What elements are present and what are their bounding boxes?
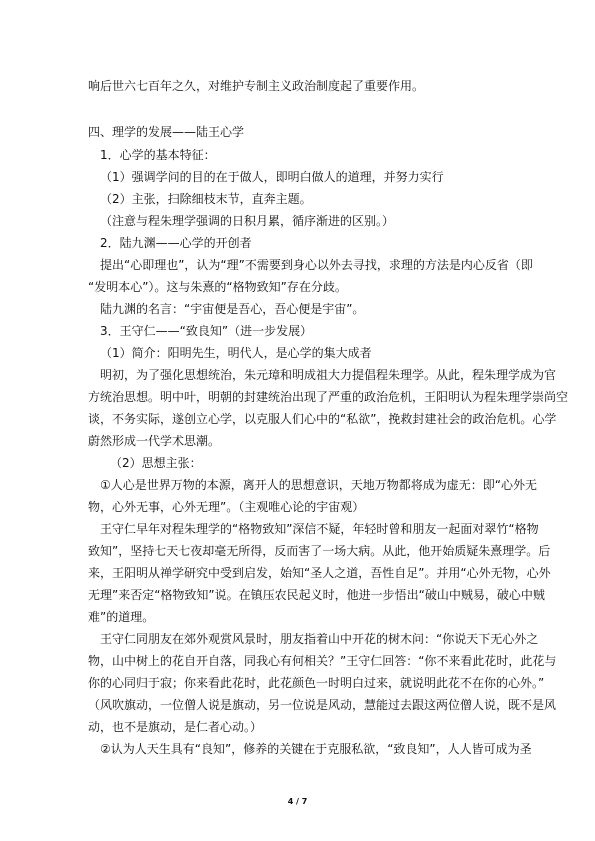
text-line: ②认为人天生具有“良知”，修养的关键在于克服私欲，“致良知”，人人皆可成为圣 xyxy=(100,742,532,756)
subsection-heading: 1．心学的基本特征： xyxy=(100,148,216,162)
page-number: 4 / 7 xyxy=(287,797,308,806)
text-line: 物，心外无事，心外无理”。（主观唯心论的宇宙观） xyxy=(88,500,365,514)
text-line: 明初，为了强化思想统治，朱元璋和明成祖大力提倡程朱理学。从此，程朱理学成为官 xyxy=(100,368,557,382)
text-line: 王守仁早年对程朱理学的“格物致知”深信不疑，年轻时曾和朋友一起面对翠竹“格物 xyxy=(100,522,539,536)
text-line: 响后世六七百年之久，对维护专制主义政治制度起了重要作用。 xyxy=(88,79,425,93)
text-line: 你的心同归于寂；你来看此花时，此花颜色一时明白过来，就说明此花不在你的心外。” xyxy=(88,676,545,690)
text-line: 物，山中树上的花自开自落，同我心有何相关？”王守仁回答：“你不来看此花时，此花与 xyxy=(88,654,557,668)
subsection-heading: （2）思想主张： xyxy=(110,456,202,470)
text-line: 方统治思想。明中叶，明朝的封建统治出现了严重的政治危机，王阳明认为程朱理学崇尚空 xyxy=(88,390,569,404)
text-line: （2）主张，扫除细枝末节，直奔主题。 xyxy=(100,192,312,206)
subsection-heading: 3．王守仁——“致良知”（进一步发展） xyxy=(100,324,313,338)
text-line: （风吹旗动，一位僧人说是旗动，另一位说是风动，慧能过去跟这两位僧人说，既不是风 xyxy=(88,698,557,712)
text-line: “发明本心”）。这与朱熹的“格物致知”存在分歧。 xyxy=(88,280,347,294)
text-line: （1）强调学问的目的在于做人，即明白做人的道理，并努力实行 xyxy=(100,170,444,184)
text-line: 蔚然形成一代学术思潮。 xyxy=(88,434,221,448)
text-line: （注意与程朱理学强调的日积月累，循序渐进的区别。） xyxy=(100,214,395,228)
text-line: 来，王阳明从禅学研究中受到启发，始知“圣人之道，吾性自足”。并用“心外无物，心外 xyxy=(88,566,551,580)
text-line: 提出“心即理也”，认为“理”不需要到身心以外去寻找，求理的方法是内心反省（即 xyxy=(100,258,533,272)
text-line: ①人心是世界万物的本源，离开人的思想意识，天地万物都将成为虚无：即“心外无 xyxy=(100,478,537,492)
text-line: 致知”，坚持七天七夜却毫无所得，反而害了一场大病。从此，他开始质疑朱熹理学。后 xyxy=(88,544,551,558)
text-line: 谈，不务实际，遂创立心学，以克服人们心中的“私欲”，挽救封建社会的政治危机。心学 xyxy=(88,412,557,426)
text-line: 无理”来否定“格物致知”说。在镇压农民起义时，他进一步悟出“破山中贼易，破心中贼 xyxy=(88,588,545,602)
section-heading: 四、理学的发展——陆王心学 xyxy=(88,125,245,139)
text-line: （1）简介：阳明先生，明代人，是心学的集大成者 xyxy=(100,346,372,360)
subsection-heading: 2．陆九渊——心学的开创者 xyxy=(100,236,252,250)
text-line: 陆九渊的名言：“宇宙便是吾心，吾心便是宇宙”。 xyxy=(100,302,365,316)
text-line: 动，也不是旗动，是仁者心动。） xyxy=(88,720,263,734)
text-line: 王守仁同朋友在郊外观赏风景时，朋友指着山中开花的树木问：“你说天下无心外之 xyxy=(100,632,539,646)
text-line: 难”的道理。 xyxy=(88,610,155,624)
